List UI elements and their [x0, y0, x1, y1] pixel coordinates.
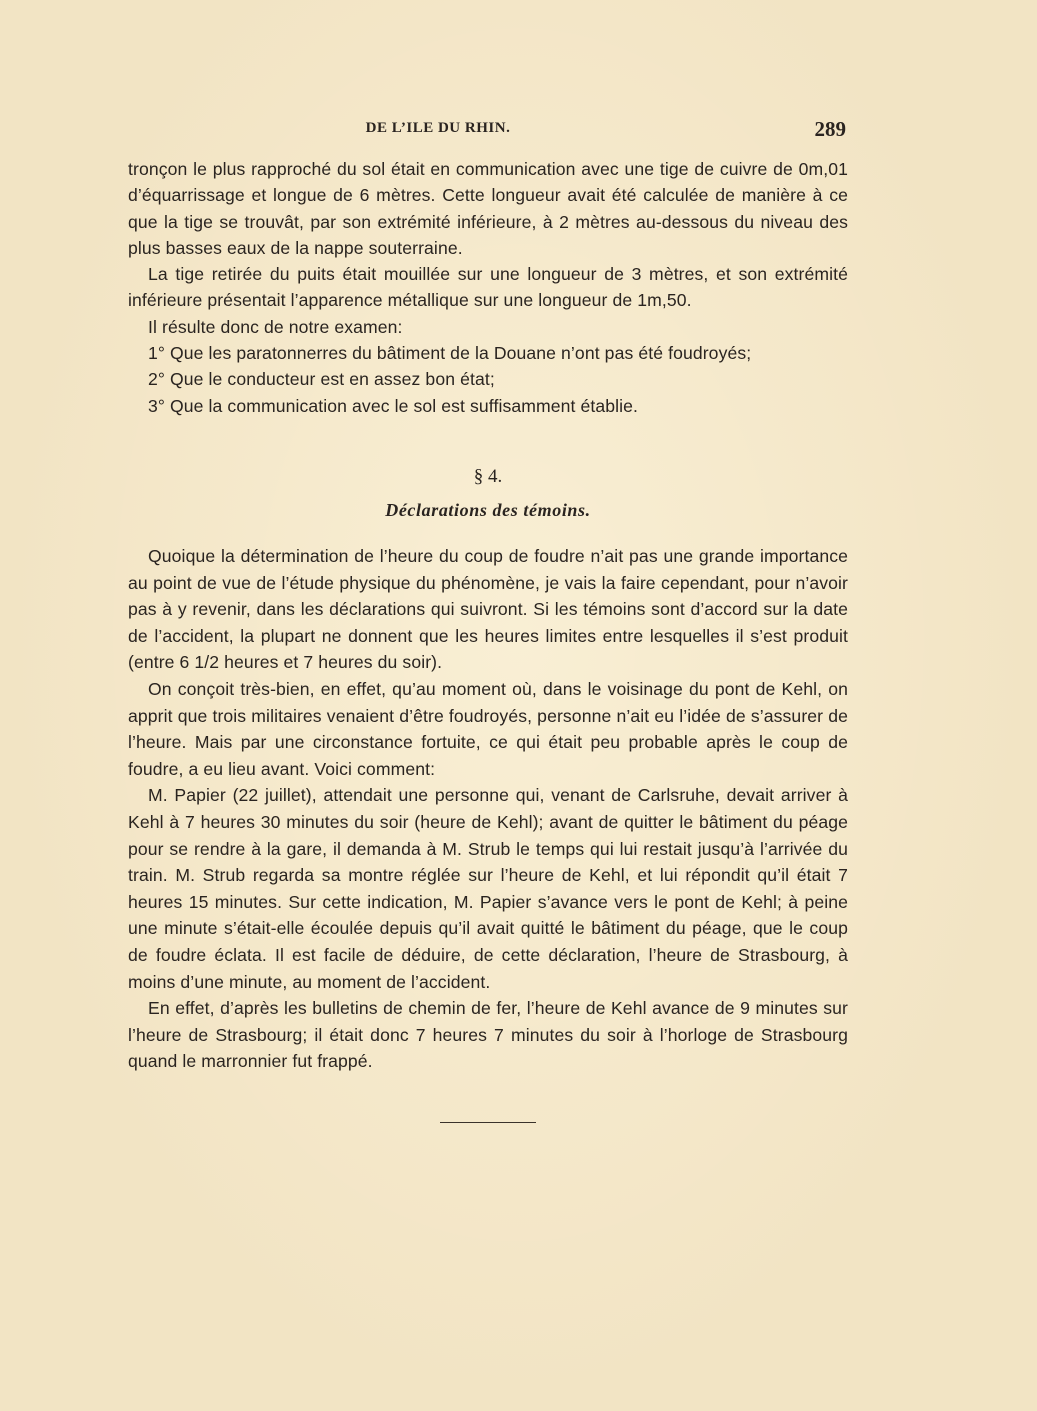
paragraph: En effet, d’après les bulletins de chemin de fer, l’heure de Kehl avance de 9 minutes sur l’heure de Strasbourg; il était donc 7 heures 7 minutes du soir à l’horloge de Strasbourg quand le marronnier fut frappé.: [128, 998, 848, 1072]
list-item: 3° Que la communication avec le sol est suffisamment établie.: [148, 395, 639, 416]
paragraph: tronçon le plus rapproché du sol était en communication avec une tige de cuivre de 0m,01 d’équarrissage et longue de 6 mètres. Cette longueur avait été calculée de manière à ce que la tige se trouvât, par son extrémité inférieure, à 2 mètres au-dessous du niveau des plus basses eaux de la nappe souterraine.: [128, 159, 848, 258]
paragraph: Il résulte donc de notre examen:: [148, 316, 403, 337]
page-number: 289: [814, 117, 846, 141]
paragraph: Quoique la détermination de l’heure du coup de foudre n’ait pas une grande importance au point de vue de l’étude physique du phénomène, je vais la faire cependant, pour n’avoir pas à y revenir, dans les déclarations qui suivront. Si les témoins sont d’accord sur la date de l’accident, la plupart ne donnent que les heures limites entre lesquelles il s’est produit (entre 6 1/2 heures et 7 heures du soir).: [128, 546, 848, 673]
running-head: [128, 117, 848, 143]
section-title: Déclarations des témoins.: [385, 500, 591, 520]
section-number: § 4.: [473, 466, 503, 487]
list-item: 2° Que le conducteur est en assez bon état;: [148, 369, 495, 390]
body-text-bottom: [128, 543, 848, 1075]
paragraph: M. Papier (22 juillet), attendait une personne qui, venant de Carlsruhe, devait arriver à Kehl à 7 heures 30 minutes du soir (heure de Kehl); avant de quitter le bâtiment du péage pour se rendre à la gare, il demanda à M. Strub le temps qui lui restait jusqu’à l’arrivée du train. M. Strub regarda sa montre réglée sur l’heure de Kehl, et lui répondit qu’il était 7 heures 15 minutes. Sur cette indication, M. Papier s’avance vers le pont de Kehl; à peine une minute s’était-elle écoulée depuis qu’il avait quitté le bâtiment du péage, que le coup de foudre éclata. Il est facile de déduire, de cette déclaration, l’heure de Strasbourg, à moins d’une minute, au moment de l’accident.: [128, 785, 848, 992]
section-heading: [128, 464, 848, 521]
paragraph: La tige retirée du puits était mouillée sur une longueur de 3 mètres, et son extrémité inférieure présentait l’apparence métallique sur une longueur de 1m,50.: [128, 264, 848, 311]
running-title: DE L’ILE DU RHIN.: [365, 120, 511, 136]
paragraph: On conçoit très-bien, en effet, qu’au moment où, dans le voisinage du pont de Kehl, on apprit que trois militaires venaient d’être foudroyés, personne n’ait eu l’idée de s’assurer de l’heure. Mais par une circonstance fortuite, ce qui était peu probable après le coup de foudre, a eu lieu avant. Voici comment:: [128, 678, 848, 779]
body-text-top: [128, 156, 848, 419]
list-item: 1° Que les paratonnerres du bâtiment de la Douane n’ont pas été foudroyés;: [148, 343, 752, 364]
end-rule-divider: [440, 1122, 536, 1123]
